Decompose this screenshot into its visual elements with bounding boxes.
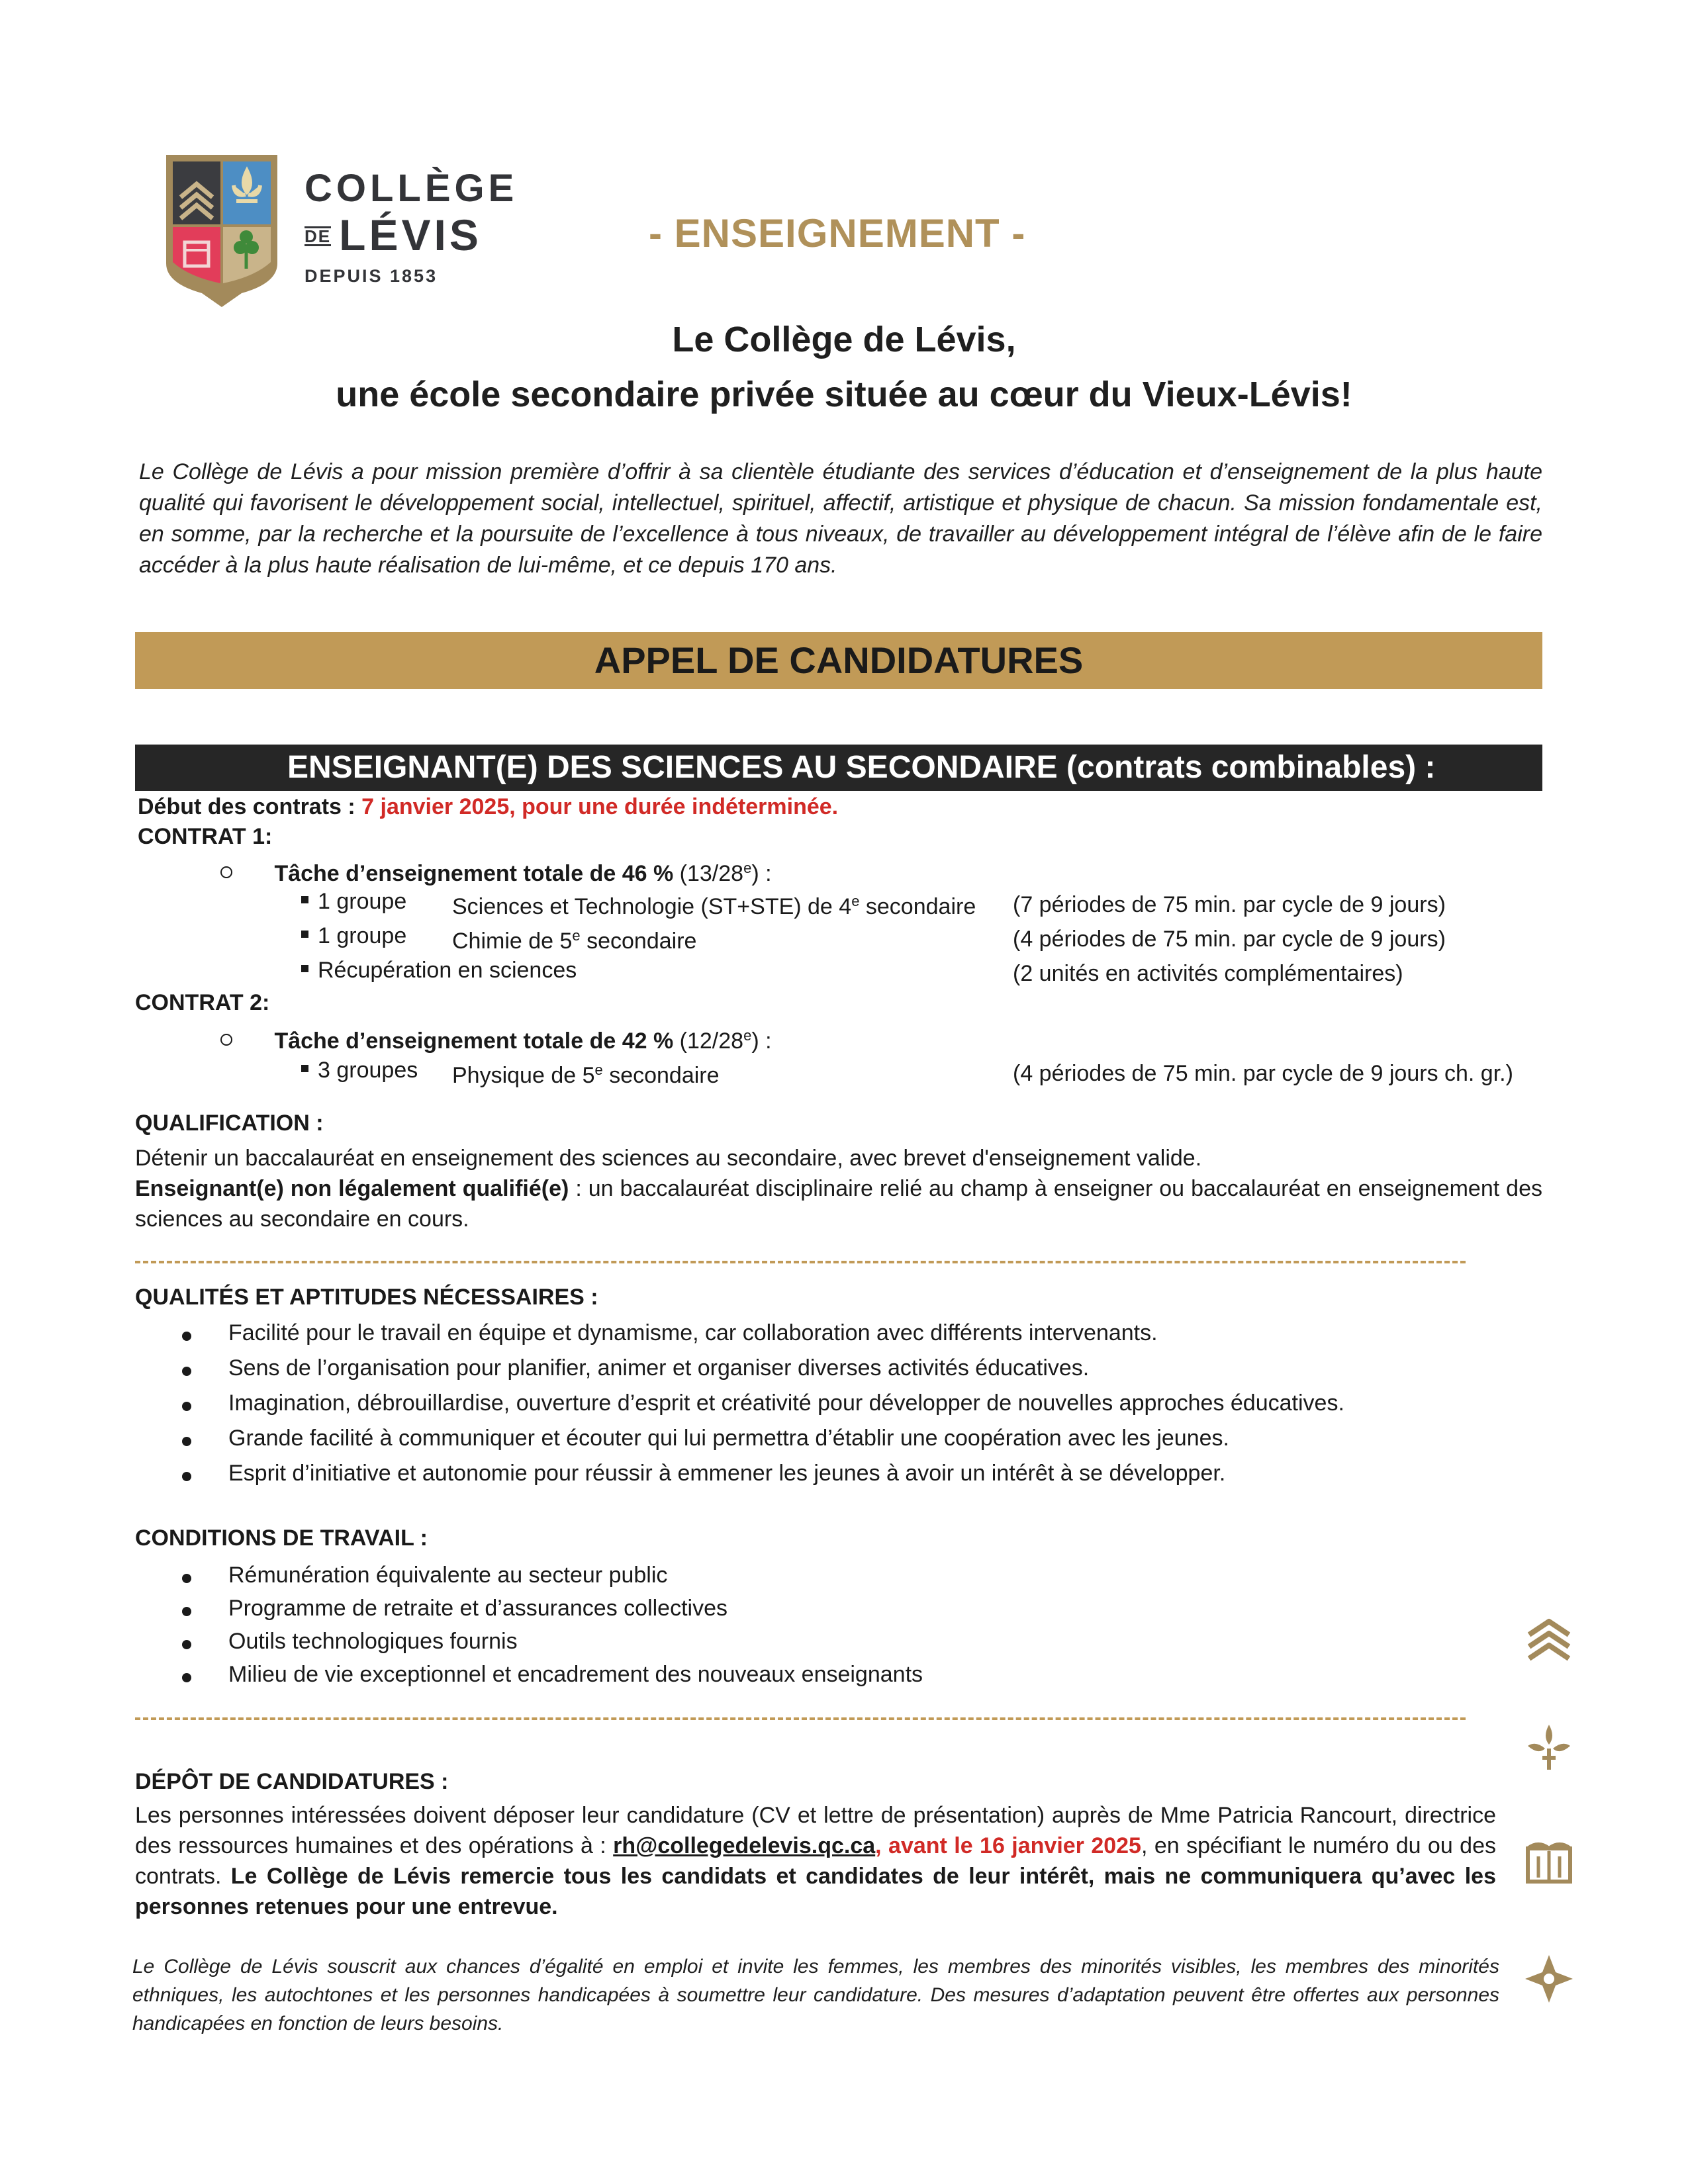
bullet-icon — [182, 1402, 191, 1411]
item-subject-post: secondaire — [580, 929, 697, 954]
position-title-banner: ENSEIGNANT(E) DES SCIENCES AU SECONDAIRE (contrats combinables) : — [135, 745, 1542, 791]
bullet-icon — [182, 1640, 191, 1649]
contrat1-task-post: ) : — [751, 861, 772, 886]
depot-paragraph — [135, 1800, 1496, 1922]
contrat1-task-sup: e — [743, 860, 752, 876]
compass-star-icon — [1523, 1952, 1575, 2005]
bullet-icon — [182, 1673, 191, 1682]
depot-email-link[interactable]: rh@collegedelevis.qc.ca — [613, 1833, 876, 1858]
qualification-nlq — [135, 1173, 1542, 1234]
depot-bold-end: Le Collège de Lévis remercie tous les candidats et candidates de leur intérêt, mais ne communiquera qu’avec les personnes retenues pour une entrevue. — [135, 1864, 1496, 1919]
contrat2-item-subject — [452, 1056, 720, 1090]
contrat1-task — [220, 854, 772, 888]
bullet-icon — [182, 1332, 191, 1341]
hollow-bullet-icon — [220, 1034, 232, 1046]
qualites-item: Imagination, débrouillardise, ouverture d’esprit et créativité pour développer de nouvelles approches éducatives. — [228, 1390, 1344, 1416]
bullet-icon — [182, 1367, 191, 1376]
depot-heading: DÉPÔT DE CANDIDATURES : — [135, 1769, 449, 1794]
square-bullet-icon — [301, 1065, 308, 1072]
item-subject-post: secondaire — [859, 894, 976, 919]
mission-paragraph: Le Collège de Lévis a pour mission première d’offrir à sa clientèle étudiante des services d’éducation et d’enseignement de la plus haute qualité qui favorisent le développement social, intellectuel, spirituel, affectif, artistique et physique de chacun. Sa mission fondamentale est, en somme, par la recherche et la poursuite de l’excellence à tous niveaux, de travailler au développement intégral de l’élève afin de le faire accéder à la plus haute réalisation de lui-même, et ce depuis 170 ans. — [139, 459, 1542, 578]
qualification-nlq-bold: Enseignant(e) non légalement qualifié(e) — [135, 1176, 569, 1201]
contrat2-task-sup: e — [743, 1027, 752, 1044]
page-title-line1: Le Collège de Lévis, — [672, 320, 1016, 359]
contrat2-task-bold: Tâche d’enseignement totale de 42 % — [274, 1028, 674, 1054]
square-bullet-icon — [301, 896, 308, 903]
depot-deadline: avant le 16 janvier 2025 — [888, 1833, 1141, 1858]
bullet-icon — [182, 1574, 191, 1583]
conditions-item: Milieu de vie exceptionnel et encadrement des nouveaux enseignants — [228, 1662, 923, 1687]
conditions-item: Programme de retraite et d’assurances collectives — [228, 1596, 727, 1621]
conditions-item: Rémunération équivalente au secteur public — [228, 1563, 668, 1588]
item-subject-sup: e — [851, 893, 860, 909]
item-qty: 1 groupe — [318, 923, 407, 948]
contrat1-item-detail: (7 périodes de 75 min. par cycle de 9 jours) — [1013, 892, 1446, 917]
contrat2-label: CONTRAT 2: — [135, 990, 270, 1015]
qualites-heading: QUALITÉS ET APTITUDES NÉCESSAIRES : — [135, 1285, 598, 1310]
contrat2-task-pre: (12/28 — [673, 1028, 744, 1054]
contrat2-item-detail: (4 périodes de 75 min. par cycle de 9 jours ch. gr.) — [1013, 1061, 1513, 1086]
contrat1-item — [301, 921, 406, 950]
qualites-item: Sens de l’organisation pour planifier, animer et organiser diverses activités éducatives. — [228, 1355, 1090, 1381]
dashed-divider — [135, 1717, 1466, 1720]
chevron-stack-icon — [1523, 1615, 1575, 1668]
start-date-line — [138, 792, 838, 821]
page-title-line2: une école secondaire privée située au cœur du Vieux-Lévis! — [336, 375, 1352, 414]
item-subject: Chimie de 5 — [452, 929, 573, 954]
hollow-bullet-icon — [220, 866, 232, 878]
depot-text1: Les personnes intéressées doivent déposer leur candidature (CV et lettre de présentation) auprès de Mme Patricia Rancourt, directrice des ressources humaines et des opérations à : — [135, 1803, 1496, 1858]
depot-text2: , en spécifiant le numéro du ou des contrats. — [135, 1833, 1496, 1889]
open-book-icon — [1523, 1837, 1575, 1889]
bullet-icon — [182, 1437, 191, 1446]
conditions-heading: CONDITIONS DE TRAVAIL : — [135, 1525, 428, 1551]
item-qty: 1 groupe — [318, 889, 407, 914]
start-date-label: Début des contrats : — [138, 794, 362, 819]
logo-de: DE — [305, 226, 332, 246]
contrat1-label: CONTRAT 1: — [138, 824, 273, 849]
conditions-item: Outils technologiques fournis — [228, 1629, 518, 1654]
square-bullet-icon — [301, 965, 308, 972]
item-qty: Récupération en sciences — [318, 958, 577, 983]
logo-line1: COLLÈGE — [305, 167, 518, 210]
logo-depuis: DEPUIS 1853 — [305, 266, 438, 286]
college-shield-icon — [162, 151, 281, 310]
square-bullet-icon — [301, 931, 308, 938]
fleur-de-lis-icon — [1523, 1721, 1575, 1774]
bullet-icon — [182, 1607, 191, 1616]
contrat1-task-pre: (13/28 — [673, 861, 744, 886]
qualification-line1: Détenir un baccalauréat en enseignement des sciences au secondaire, avec brevet d'enseignement valide. — [135, 1146, 1202, 1171]
logo-line2: LÉVIS — [339, 210, 482, 259]
start-date-value: 7 janvier 2025, pour une durée indéterminée. — [361, 794, 839, 819]
contrat1-item — [301, 956, 577, 985]
dashed-divider — [135, 1261, 1466, 1263]
contrat1-item-detail: (4 périodes de 75 min. par cycle de 9 jours) — [1013, 927, 1446, 952]
contrat1-item — [301, 887, 406, 916]
contrat1-item-subject — [452, 887, 976, 921]
section-label: - ENSEIGNEMENT - — [649, 211, 1026, 255]
qualification-heading: QUALIFICATION : — [135, 1111, 324, 1136]
item-subject-sup: e — [594, 1062, 603, 1078]
item-qty: 3 groupes — [318, 1058, 418, 1083]
contrat2-task — [220, 1021, 772, 1056]
contrat1-task-bold: Tâche d’enseignement totale de 46 % — [274, 861, 674, 886]
qualites-item: Facilité pour le travail en équipe et dynamisme, car collaboration avec différents intervenants. — [228, 1320, 1158, 1345]
college-logo — [162, 151, 518, 316]
contrat1-item-detail: (2 unités en activités complémentaires) — [1013, 961, 1403, 986]
qualification-nlq-text: : un baccalauréat disciplinaire relié au champ à enseigner ou baccalauréat en enseignement des sciences au secondaire en cours. — [135, 1176, 1543, 1232]
footer-equal-opportunity: Le Collège de Lévis souscrit aux chances d’égalité en emploi et invite les femmes, les membres des minorités visibles, les membres des minorités ethniques, les autochtones et les personnes handicapées à soumettre leur candidature. Des mesures d’adaptation peuvent être offertes aux personnes handicapées en fonction de leurs besoins. — [132, 1956, 1499, 2034]
qualites-item: Grande facilité à communiquer et écouter qui lui permettra d’établir une coopération avec les jeunes. — [228, 1426, 1229, 1451]
contrat2-item — [301, 1056, 418, 1085]
appel-banner: APPEL DE CANDIDATURES — [135, 632, 1542, 689]
contrat1-item-subject — [452, 921, 696, 956]
depot-comma: , — [875, 1833, 889, 1858]
bullet-icon — [182, 1472, 191, 1481]
item-subject-sup: e — [572, 927, 581, 944]
contrat2-task-post: ) : — [751, 1028, 772, 1054]
item-subject: Physique de 5 — [452, 1063, 595, 1088]
item-subject: Sciences et Technologie (ST+STE) de 4 — [452, 894, 852, 919]
item-subject-post: secondaire — [602, 1063, 720, 1088]
qualites-item: Esprit d’initiative et autonomie pour réussir à emmener les jeunes à avoir un intérêt à se développer. — [228, 1461, 1226, 1486]
